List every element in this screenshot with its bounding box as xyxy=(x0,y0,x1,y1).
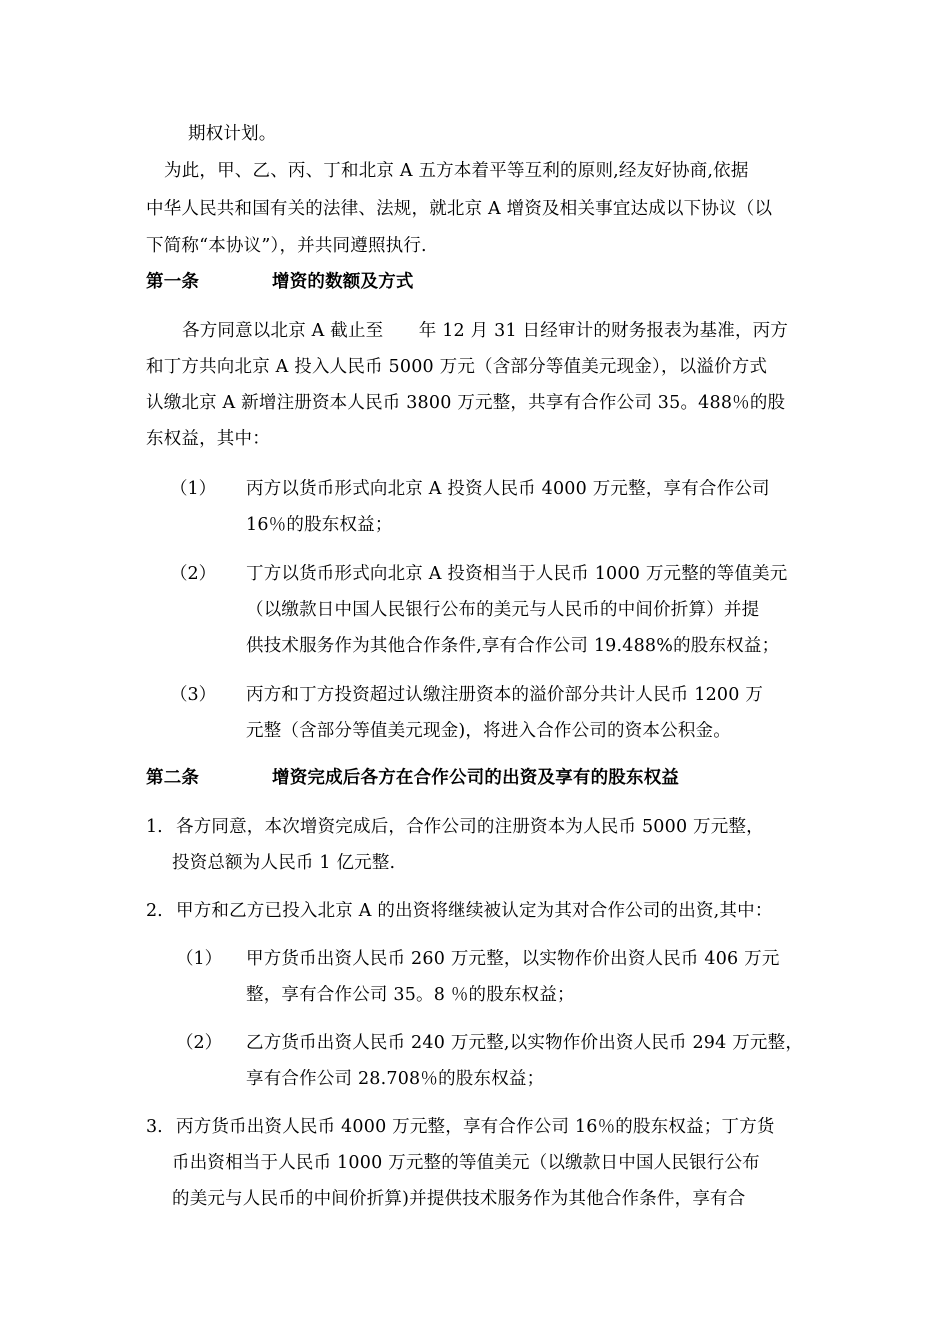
text-line: 认缴北京 A 新增注册资本人民币 3800 万元整，共享有合作公司 35。488％的股 xyxy=(146,393,786,413)
text-line: 东权益，其中： xyxy=(146,429,270,449)
text-line: 供技术服务作为其他合作条件,享有合作公司 19.488%的股东权益； xyxy=(246,636,780,656)
text-line: 享有合作公司 28.708％的股东权益； xyxy=(246,1069,545,1089)
text-line: 各方同意，本次增资完成后，合作公司的注册资本为人民币 5000 万元整， xyxy=(176,817,764,837)
text-line: 投资总额为人民币 1 亿元整. xyxy=(172,853,396,873)
text-line: 丙方货币出资人民币 4000 万元整，享有合作公司 16％的股东权益；丁方货 xyxy=(176,1117,775,1137)
text-line: 丙方以货币形式向北京 A 投资人民币 4000 万元整，享有合作公司 xyxy=(246,479,770,499)
article-1-number: 第一条 xyxy=(146,272,200,292)
list-marker: （2） xyxy=(176,1033,223,1053)
text-line: 丙方和丁方投资超过认缴注册资本的溢价部分共计人民币 1200 万 xyxy=(246,685,764,705)
list-marker: （1） xyxy=(170,479,217,499)
text-line: 为此，甲、乙、丙、丁和北京 A 五方本着平等互利的原则,经友好协商,依据 xyxy=(164,161,749,181)
text-line: 丁方以货币形式向北京 A 投资相当于人民币 1000 万元整的等值美元 xyxy=(246,564,788,584)
text-line: 和丁方共向北京 A 投入人民币 5000 万元（含部分等值美元现金），以溢价方式 xyxy=(146,357,768,377)
list-marker: （3） xyxy=(170,685,217,705)
text-line: 乙方货币出资人民币 240 万元整,以实物作价出资人民币 294 万元整， xyxy=(246,1033,804,1053)
text-line: 各方同意以北京 A 截止至 年 12 月 31 日经审计的财务报表为基准，丙方 xyxy=(182,321,789,341)
text-line: 中华人民共和国有关的法律、法规，就北京 A 增资及相关事宜达成以下协议（以 xyxy=(146,199,773,219)
list-marker: 2. xyxy=(146,901,163,921)
text-line: 元整（含部分等值美元现金)，将进入合作公司的资本公积金。 xyxy=(246,721,731,741)
list-marker: （1） xyxy=(176,949,223,969)
text-line: 下简称“本协议”），并共同遵照执行. xyxy=(146,236,427,256)
text-line: 甲方和乙方已投入北京 A 的出资将继续被认定为其对合作公司的出资,其中： xyxy=(176,901,773,921)
article-2-title: 增资完成后各方在合作公司的出资及享有的股东权益 xyxy=(272,768,680,788)
list-marker: （2） xyxy=(170,564,217,584)
text-line: 16％的股东权益； xyxy=(246,515,393,535)
text-line: 整，享有合作公司 35。8 ％的股东权益； xyxy=(246,985,575,1005)
text-line: 的美元与人民币的中间价折算)并提供技术服务作为其他合作条件，享有合 xyxy=(172,1189,746,1209)
list-marker: 3. xyxy=(146,1117,163,1137)
list-marker: 1. xyxy=(146,817,163,837)
article-1-title: 增资的数额及方式 xyxy=(272,272,414,292)
text-line: 期权计划。 xyxy=(188,124,277,144)
text-line: 币出资相当于人民币 1000 万元整的等值美元（以缴款日中国人民银行公布 xyxy=(172,1153,760,1173)
article-2-number: 第二条 xyxy=(146,768,200,788)
text-line: 甲方货币出资人民币 260 万元整，以实物作价出资人民币 406 万元 xyxy=(246,949,780,969)
text-line: （以缴款日中国人民银行公布的美元与人民币的中间价折算）并提 xyxy=(246,600,760,620)
